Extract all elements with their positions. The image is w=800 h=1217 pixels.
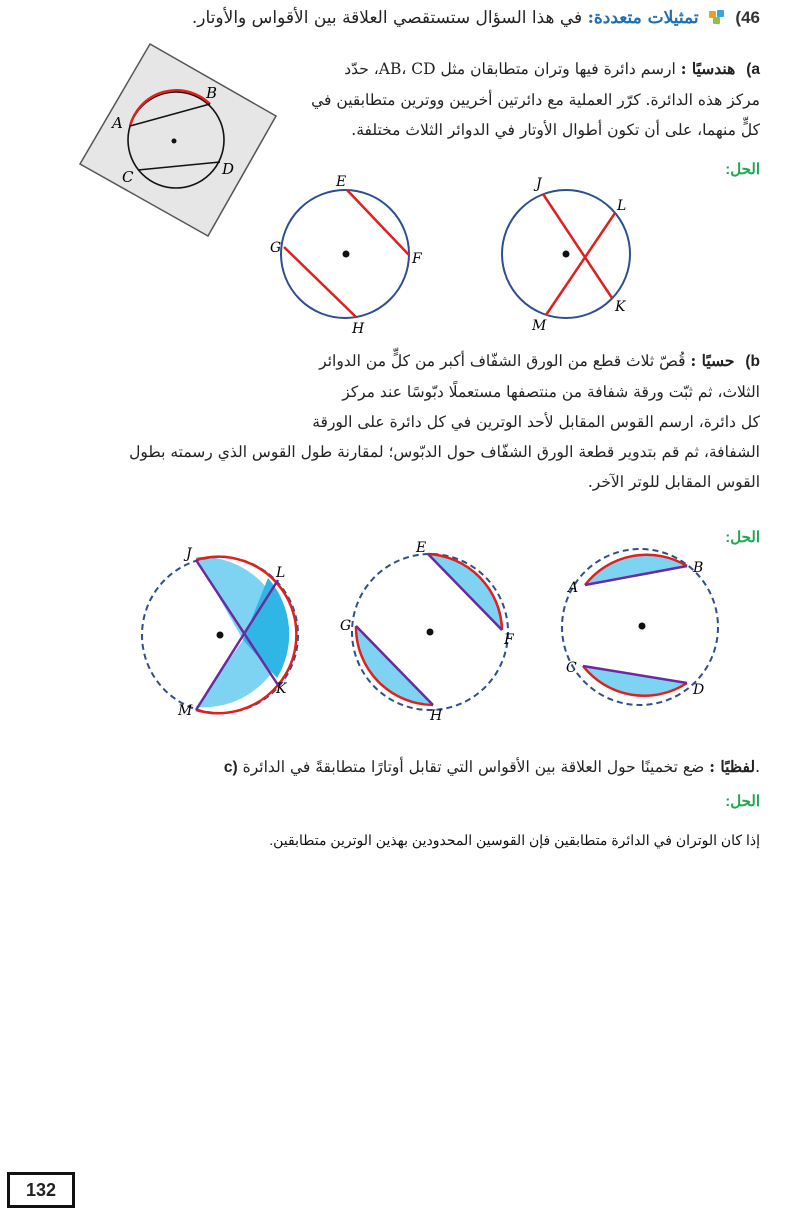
part-b-letter: b) xyxy=(745,353,760,370)
label-E: E xyxy=(416,540,427,556)
label-D: D xyxy=(693,682,705,698)
part-b-title: حسيًا : xyxy=(690,351,735,370)
label-C: C xyxy=(122,168,134,186)
circle-efgh xyxy=(270,174,423,337)
part-b-solution-figure xyxy=(130,540,740,725)
label-K: K xyxy=(615,299,626,315)
label-M: M xyxy=(532,318,547,334)
part-a-text xyxy=(240,54,760,145)
question-intro: في هذا السؤال ستستقصي العلاقة بين الأقواس والأوتار. xyxy=(191,8,583,28)
label-A: A xyxy=(112,114,123,132)
part-a-solution-label: الحل: xyxy=(725,161,760,178)
part-b-solution-label: الحل: xyxy=(725,529,760,546)
b-circle-jlkm xyxy=(142,546,298,719)
part-c-question: ضع تخمينًا حول العلاقة بين الأقواس التي تقابل أوتارًا متطابقةً في الدائرة. xyxy=(242,758,760,776)
circle-jlkm xyxy=(502,176,630,334)
part-c-answer: إذا كان الوتران في الدائرة متطابقين فإن القوسين المحدودين بهذين الوترين متطابقين. xyxy=(269,832,760,848)
label-H: H xyxy=(430,708,443,724)
part-c-title: لفظيًا : xyxy=(709,757,756,776)
question-header xyxy=(40,8,760,28)
label-B: B xyxy=(206,84,218,102)
paper-sheet xyxy=(80,44,276,236)
center-dot xyxy=(639,623,646,630)
paper-center-dot xyxy=(172,139,177,144)
label-D: D xyxy=(222,160,235,178)
part-c-letter: c) xyxy=(223,759,238,776)
label-G: G xyxy=(340,618,352,634)
part-a-line3: كلٍّ منهما، على أن تكون أطوال الأوتار في الدوائر الثلاث مختلفة. xyxy=(351,121,760,139)
label-J: J xyxy=(536,176,542,192)
chord-gh xyxy=(284,247,356,317)
center-dot xyxy=(217,632,224,639)
center-dot xyxy=(343,251,350,258)
center-dot xyxy=(563,251,570,258)
part-c-text xyxy=(40,752,760,783)
label-B: B xyxy=(693,560,704,576)
part-b-line1: قُصّ ثلاث قطع من الورق الشفّاف أكبر من كلٍّ من الدوائر xyxy=(319,352,686,370)
label-J: J xyxy=(186,546,192,562)
tilted-paper-figure xyxy=(60,40,280,240)
part-a-letter: a) xyxy=(746,61,760,78)
label-E: E xyxy=(336,174,347,190)
part-a-line2: مركز هذه الدائرة. كرّر العملية مع دائرتين أخريين ووترين متطابقين في xyxy=(311,91,760,109)
label-H: H xyxy=(352,321,365,337)
part-a-title: هندسيًا : xyxy=(680,59,736,78)
part-b-line4: الشفافة، ثم قم بتدوير قطعة الورق الشفّاف حول الدبّوس؛ لمقارنة طول القوس الذي رسمته بطول xyxy=(129,443,760,461)
part-a-solution-figure xyxy=(260,168,660,338)
chord-lm xyxy=(546,213,615,315)
part-b-line3: كل دائرة، ارسم القوس المقابل لأحد الوترين في كل دائرة على الورقة xyxy=(312,413,760,431)
label-F: F xyxy=(504,632,514,648)
part-c-solution-label: الحل: xyxy=(725,793,760,810)
label-K: K xyxy=(276,681,287,697)
part-a-line1: ارسم دائرة فيها وتران متطابقان مثل AB، CD، حدّد xyxy=(344,60,676,78)
question-number: 46) xyxy=(735,8,760,27)
question-title: تمثيلات متعددة: xyxy=(587,8,699,28)
label-A: A xyxy=(568,580,579,596)
page-number: 132 xyxy=(7,1172,75,1208)
label-F: F xyxy=(412,251,422,267)
label-M: M xyxy=(178,703,193,719)
b-circle-abcd xyxy=(562,549,718,705)
label-C: C xyxy=(566,660,577,676)
part-b-text xyxy=(40,346,760,497)
multi-representation-icon xyxy=(708,9,726,25)
chord-jk xyxy=(543,194,612,298)
center-dot xyxy=(427,629,434,636)
label-L: L xyxy=(617,198,627,214)
part-b-line2: الثلاث، ثم ثبّت ورقة شفافة من منتصفها مستعملًا دبّوسًا عند مركز xyxy=(342,383,760,401)
label-G: G xyxy=(270,240,282,256)
b-circle-efgh xyxy=(340,540,515,724)
part-b-line5: القوس المقابل للوتر الآخر. xyxy=(587,473,760,491)
label-L: L xyxy=(276,565,286,581)
